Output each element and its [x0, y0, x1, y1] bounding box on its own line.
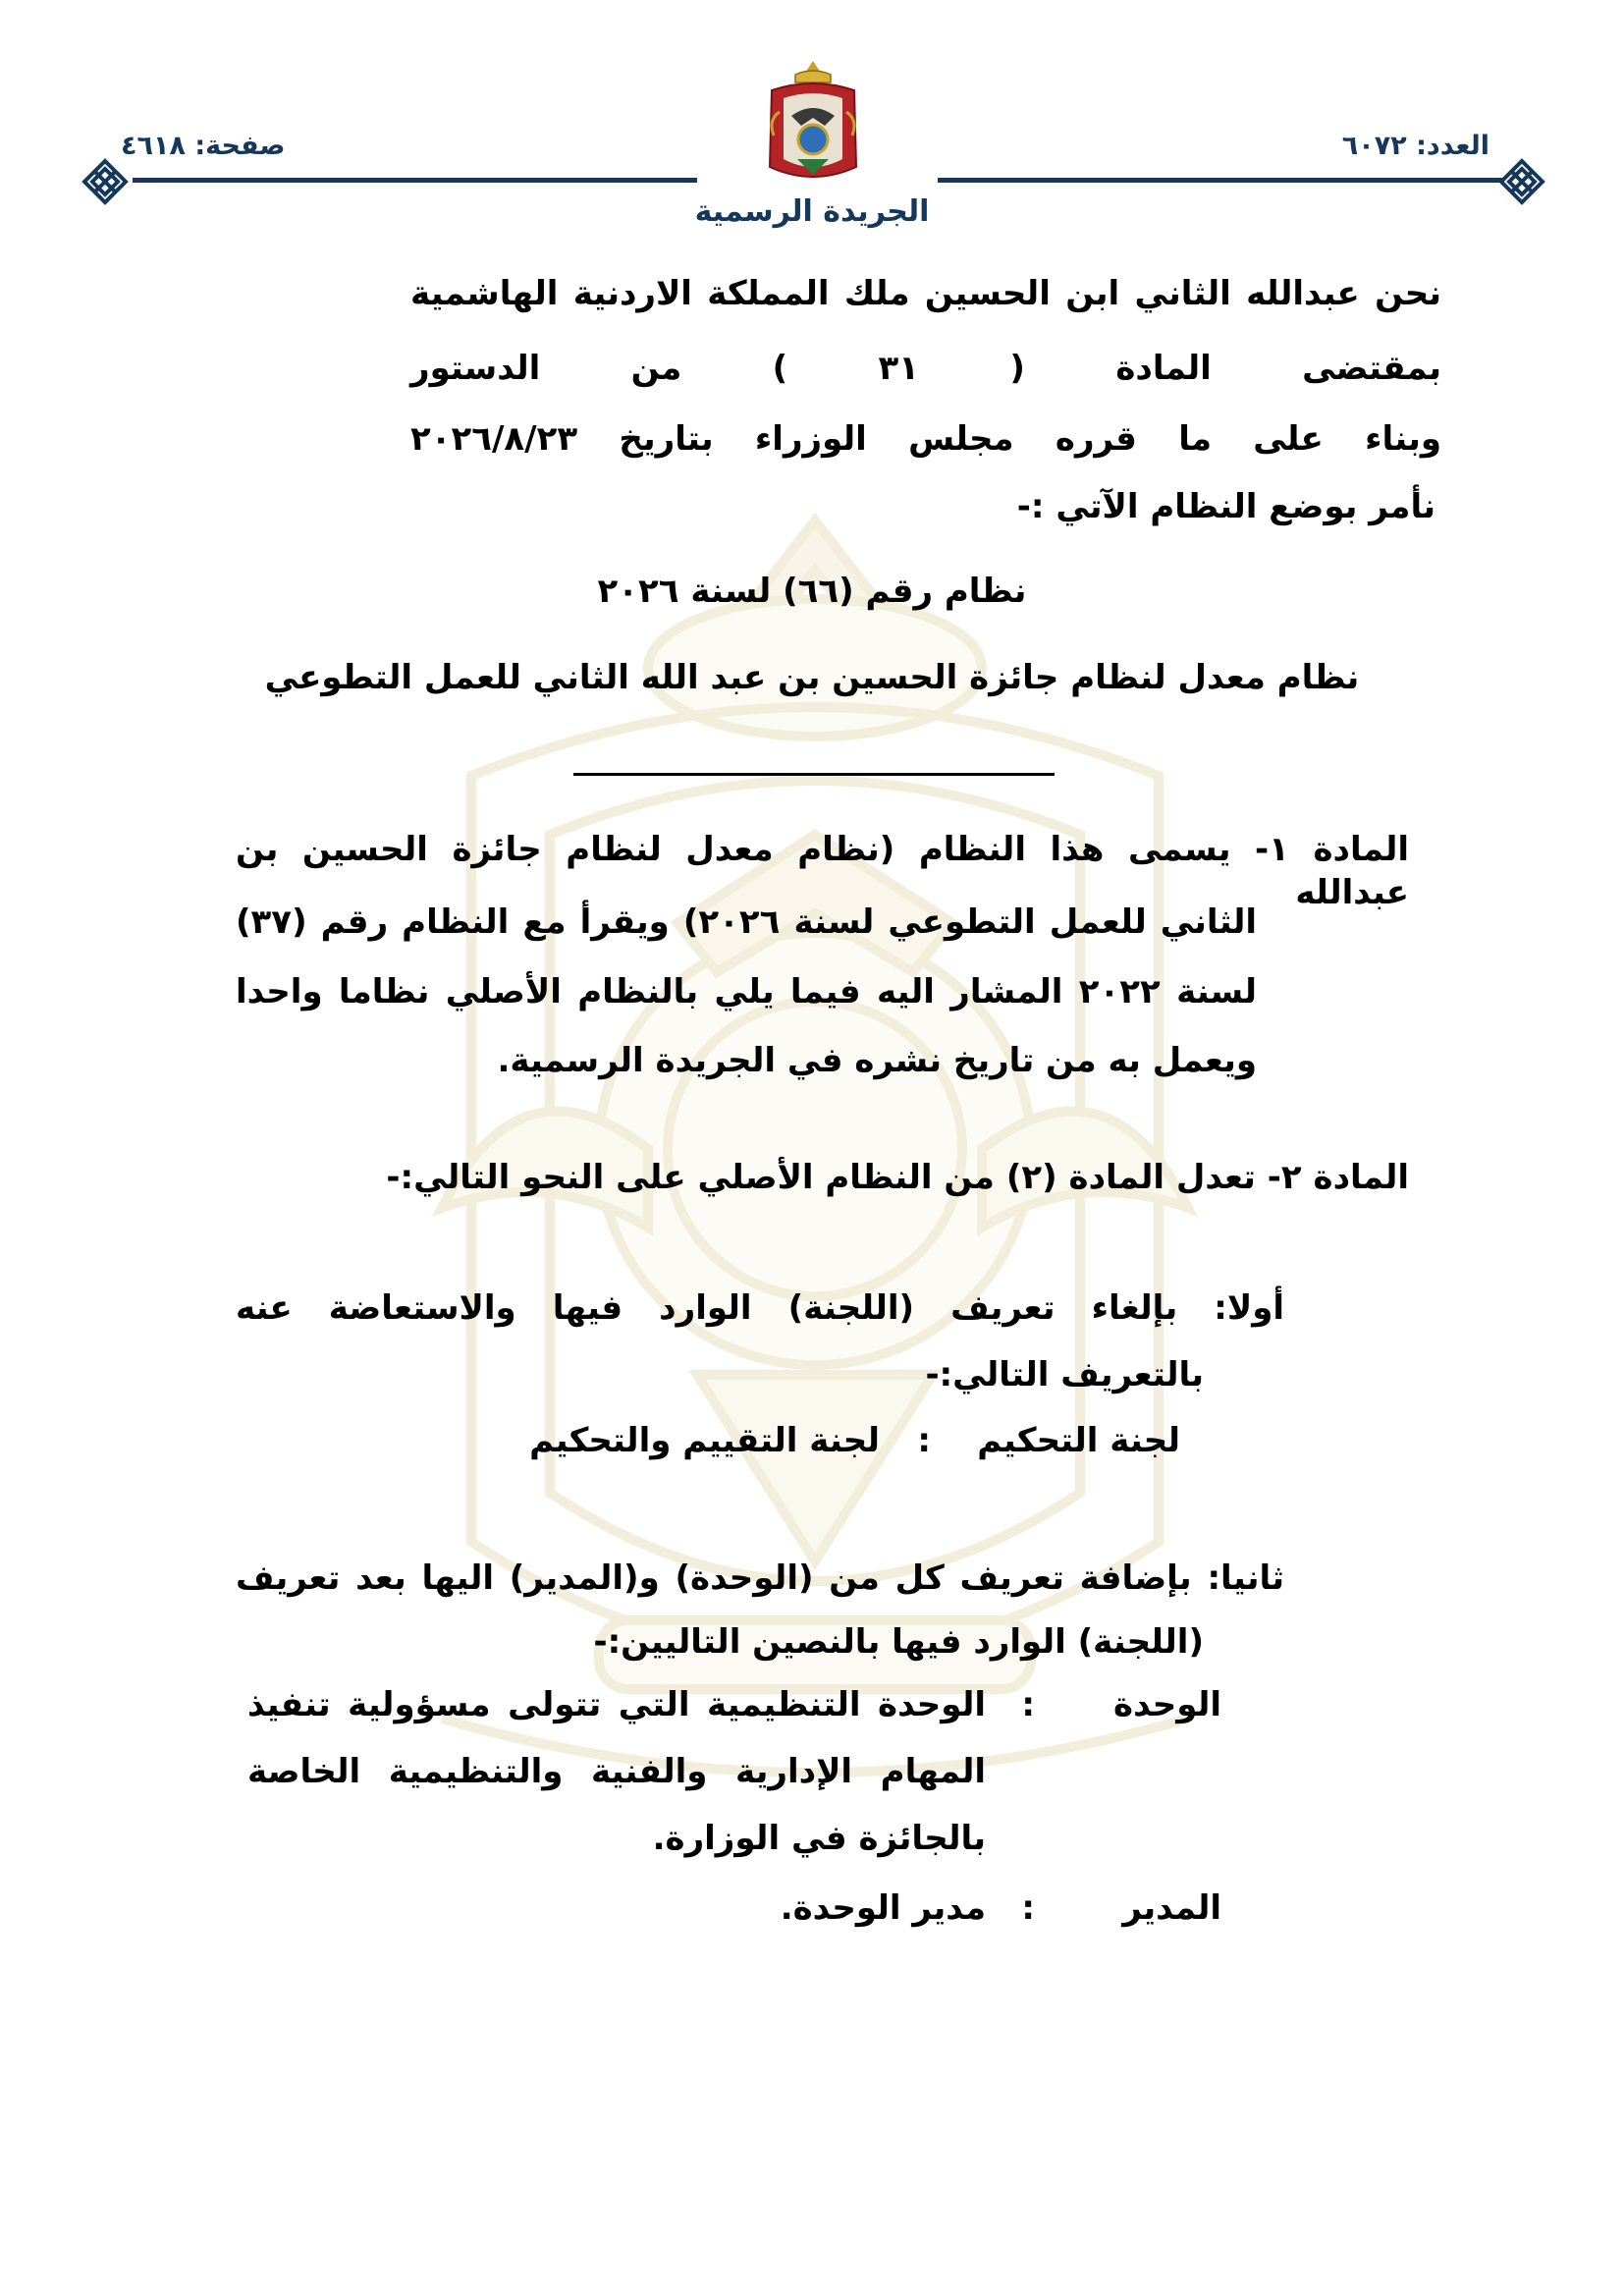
gazette-title: الجريدة الرسمية: [694, 194, 930, 229]
preamble-line: نأمر بوضع النظام الآتي :-: [1016, 487, 1435, 526]
article-2-first-line: بالتعريف التالي:-: [925, 1355, 1204, 1394]
article-1-line: لسنة ٢٠٢٢ المشار اليه فيما يلي بالنظام الأصلي نظاما واحدا: [236, 972, 1257, 1011]
article-2-first-line: أولا: بإلغاء تعريف (اللجنة) الوارد فيها والاستعاضة عنه: [236, 1288, 1284, 1328]
preamble-line: بمقتضى المادة ( ٣١ ) من الدستور: [410, 349, 1441, 388]
issue-number: العدد: ٦٠٧٢: [1341, 131, 1489, 161]
regulation-title: نظام معدل لنظام جائزة الحسين بن عبد الله الثاني للعمل التطوعي: [264, 658, 1360, 697]
definition-text: المهام الإدارية والفنية والتنظيمية الخاصة: [247, 1752, 986, 1791]
definition-colon: :: [1021, 1685, 1035, 1724]
definition-term: المدير: [1122, 1888, 1221, 1928]
article-2-second-line: (اللجنة) الوارد فيها بالنصين التاليين:-: [593, 1622, 1204, 1662]
header-rule-right: [938, 178, 1502, 183]
preamble-line: نحن عبدالله الثاني ابن الحسين ملك المملكة الاردنية الهاشمية: [410, 274, 1441, 313]
definition-text: الوحدة التنظيمية التي تتولى مسؤولية تنفيذ: [247, 1685, 986, 1724]
definition-text: بالجائزة في الوزارة.: [652, 1819, 986, 1858]
definition-colon: :: [917, 1421, 931, 1460]
definition-term: لجنة التحكيم: [977, 1421, 1180, 1460]
page-number: صفحة: ٤٦١٨: [121, 131, 286, 161]
article-1-line: الثاني للعمل التطوعي لسنة ٢٠٢٦) ويقرأ مع النظام رقم (٣٧): [236, 902, 1257, 942]
preamble-line: وبناء على ما قرره مجلس الوزراء بتاريخ ٢٠٢٦/٨/٢٣: [410, 419, 1441, 459]
article-2-intro: المادة ٢- تعدل المادة (٢) من النظام الأصلي على النحو التالي:-: [386, 1158, 1409, 1197]
definition-term: الوحدة: [1113, 1685, 1221, 1724]
title-underline: [573, 773, 1055, 776]
definition-text: لجنة التقييم والتحكيم: [529, 1421, 880, 1460]
article-1-line: ويعمل به من تاريخ نشره في الجريدة الرسمية.: [497, 1041, 1257, 1080]
header-rule-left: [133, 178, 697, 183]
article-2-second-line: ثانيا: بإضافة تعريف كل من (الوحدة) و(المدير) اليها بعد تعريف: [236, 1558, 1284, 1598]
coat-of-arms-emblem-icon: [762, 57, 864, 187]
definition-text: مدير الوحدة.: [780, 1888, 986, 1928]
article-1-line: المادة ١- يسمى هذا النظام (نظام معدل لنظام جائزة الحسين بن عبدالله: [236, 830, 1409, 912]
regulation-number: نظام رقم (٦٦) لسنة ٢٠٢٦: [597, 572, 1027, 611]
definition-colon: :: [1021, 1888, 1035, 1928]
